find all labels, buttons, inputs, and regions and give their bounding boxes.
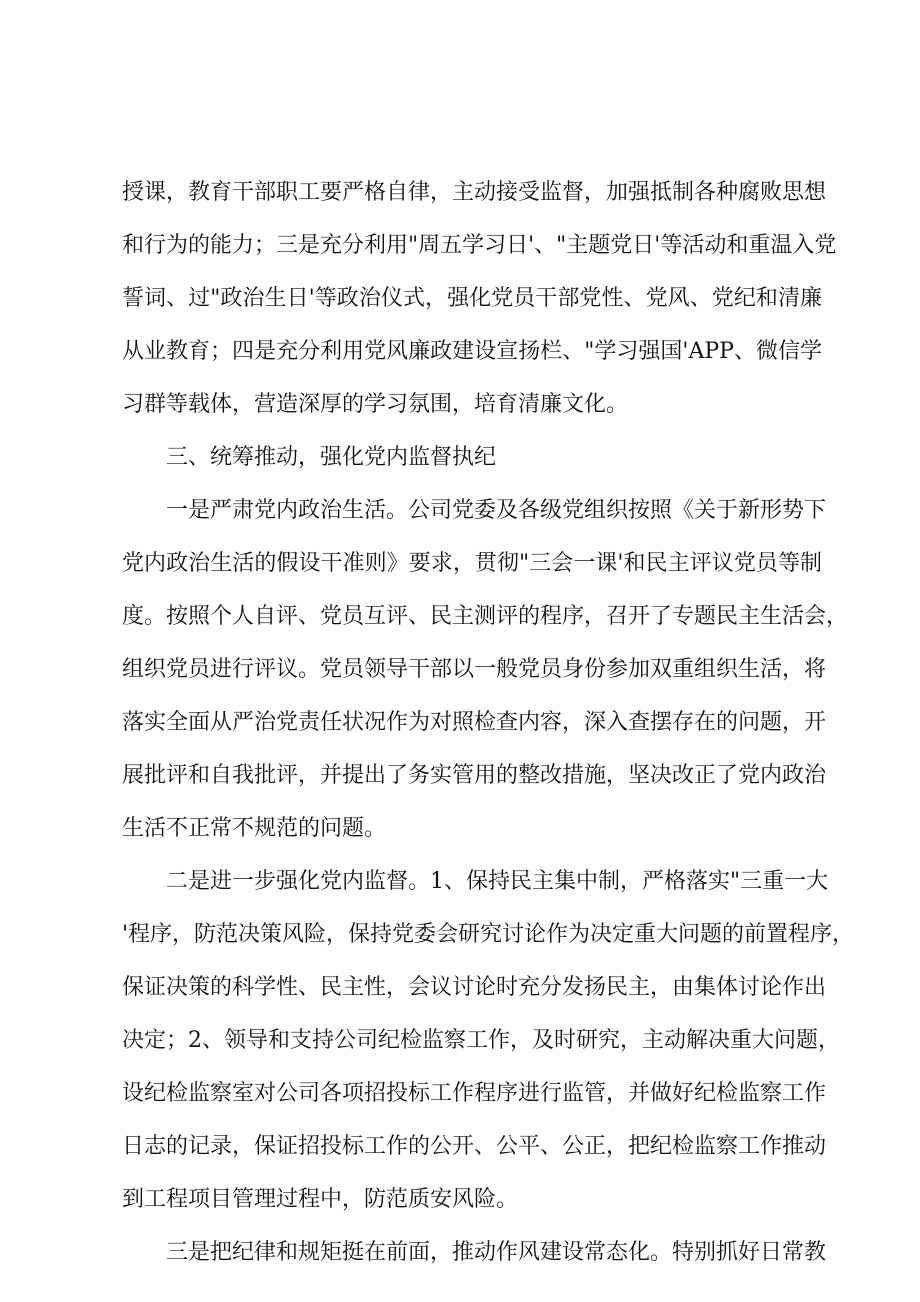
text-line: 日志的记录，保证招投标工作的公开、公平、公正，把纪检监察工作推动 — [122, 1134, 827, 1159]
text-line: 授课，教育干部职工要严格自律，主动接受监督，加强抵制各种腐败思想 — [122, 180, 827, 205]
document-body — [122, 166, 855, 1279]
text-line: '程序，防范决策风险，保持党委会研究讨论作为决定重大问题的前置程序， — [122, 922, 855, 947]
text-line: 生活不正常不规范的问题。 — [122, 816, 387, 841]
text-line: 一是严肃党内政治生活。公司党委及各级党组织按照《关于新形势下 — [166, 498, 827, 523]
section-heading: 三、统筹推动，强化党内监督执纪 — [166, 445, 497, 470]
text-line: 到工程项目管理过程中，防范质安风险。 — [122, 1187, 519, 1212]
text-line: 从业教育；四是充分利用党风廉政建设宣扬栏、"学习强国'APP、微信学 — [122, 339, 822, 364]
text-line: 保证决策的科学性、民主性，会议讨论时充分发扬民主，由集体讨论作出 — [122, 975, 827, 1000]
text-line: 决定；2、领导和支持公司纪检监察工作，及时研究，主动解决重大问题， — [122, 1028, 840, 1053]
text-line: 组织党员进行评议。党员领导干部以一般党员身份参加双重组织生活，将 — [122, 657, 827, 682]
text-line: 三是把纪律和规矩挺在前面，推动作风建设常态化。特别抓好日常教 — [166, 1240, 827, 1265]
text-line: 展批评和自我批评，并提出了务实管用的整改措施，坚决改正了党内政治 — [122, 763, 827, 788]
text-line: 度。按照个人自评、党员互评、民主测评的程序，召开了专题民主生活会， — [122, 604, 849, 629]
text-line: 党内政治生活的假设干准则》要求，贯彻"三会一课'和民主评议党员等制 — [122, 551, 822, 576]
text-line: 落实全面从严治党责任状况作为对照检查内容，深入查摆存在的问题，开 — [122, 710, 827, 735]
text-line: 誓词、过"政治生日'等政治仪式，强化党员干部党性、党风、党纪和清廉 — [122, 286, 822, 311]
text-line: 二是进一步强化党内监督。1、保持民主集中制，严格落实"三重一大 — [166, 869, 829, 894]
text-line: 设纪检监察室对公司各项招投标工作程序进行监管，并做好纪检监察工作 — [122, 1081, 827, 1106]
text-line: 习群等载体，营造深厚的学习氛围，培育清廉文化。 — [122, 392, 629, 417]
text-line: 和行为的能力；三是充分利用"周五学习日'、"主题党日'等活动和重温入党 — [122, 233, 837, 258]
